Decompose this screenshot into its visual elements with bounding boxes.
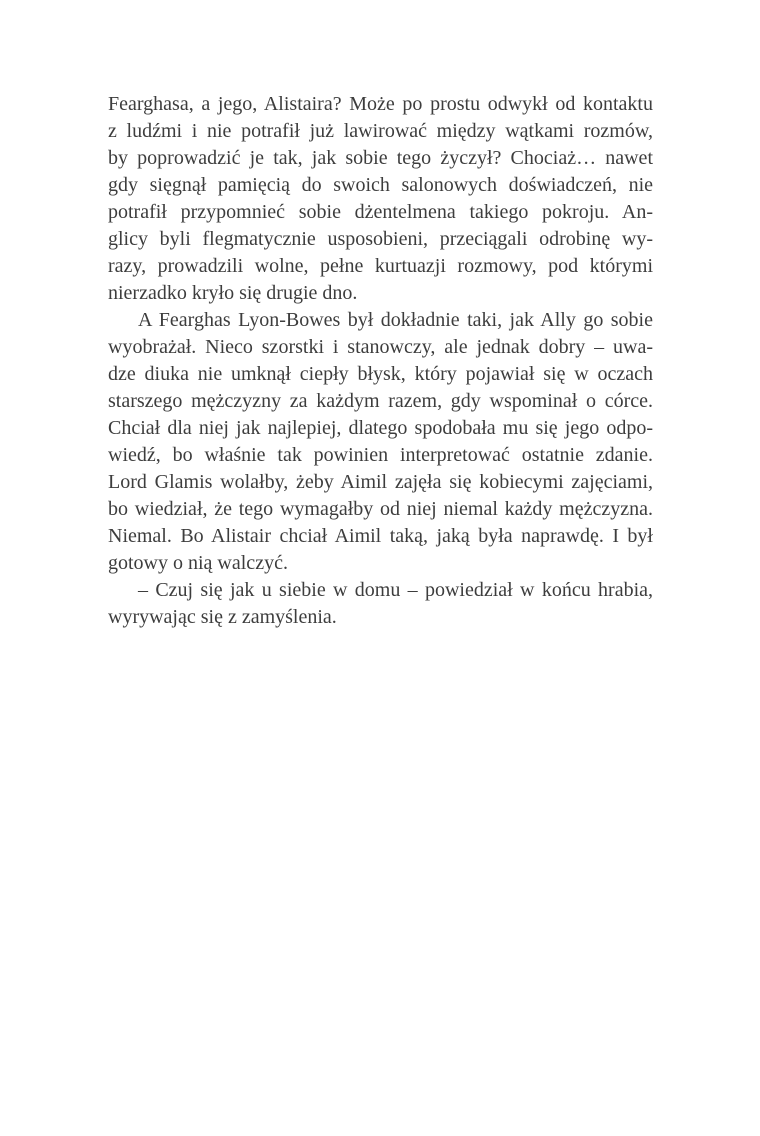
text-line: gotowy o nią walczyć. [108, 552, 288, 574]
text-line: razy, prowadzili wolne, pełne kurtuazji rozmowy, pod którymi [108, 255, 653, 277]
text-line: wiedź, bo właśnie tak powinien interpretować ostatnie zdanie. [108, 444, 653, 466]
paragraph [108, 91, 653, 307]
page-text-block [108, 91, 653, 631]
paragraph [108, 307, 653, 577]
text-line: wyobrażał. Nieco szorstki i stanowczy, ale jednak dobry – uwa- [108, 336, 653, 358]
text-line: glicy byli flegmatycznie usposobieni, przeciągali odrobinę wy- [108, 228, 653, 250]
text-line: z ludźmi i nie potrafił już lawirować między wątkami rozmów, [108, 120, 653, 142]
text-line: by poprowadzić je tak, jak sobie tego życzył? Chociaż… nawet [108, 147, 653, 169]
text-line: Fearghasa, a jego, Alistaira? Może po prostu odwykł od kontaktu [108, 93, 653, 115]
text-line: potrafił przypomnieć sobie dżentelmena takiego pokroju. An- [108, 201, 653, 223]
text-line: Lord Glamis wolałby, żeby Aimil zajęła się kobiecymi zajęciami, [108, 471, 653, 493]
text-line: A Fearghas Lyon-Bowes był dokładnie taki, jak Ally go sobie [138, 309, 653, 331]
text-line: Niemal. Bo Alistair chciał Aimil taką, jaką była naprawdę. I był [108, 525, 653, 547]
text-line: – Czuj się jak u siebie w domu – powiedział w końcu hrabia, [138, 579, 653, 601]
text-line: wyrywając się z zamyślenia. [108, 606, 337, 628]
text-line: Chciał dla niej jak najlepiej, dlatego spodobała mu się jego odpo- [108, 417, 653, 439]
text-line: starszego mężczyzny za każdym razem, gdy wspominał o córce. [108, 390, 653, 412]
text-line: bo wiedział, że tego wymagałby od niej niemal każdy mężczyzna. [108, 498, 653, 520]
text-line: dze diuka nie umknął ciepły błysk, który pojawiał się w oczach [108, 363, 653, 385]
text-line: nierzadko kryło się drugie dno. [108, 282, 358, 304]
text-line: gdy sięgnął pamięcią do swoich salonowych doświadczeń, nie [108, 174, 653, 196]
paragraph [108, 577, 653, 631]
